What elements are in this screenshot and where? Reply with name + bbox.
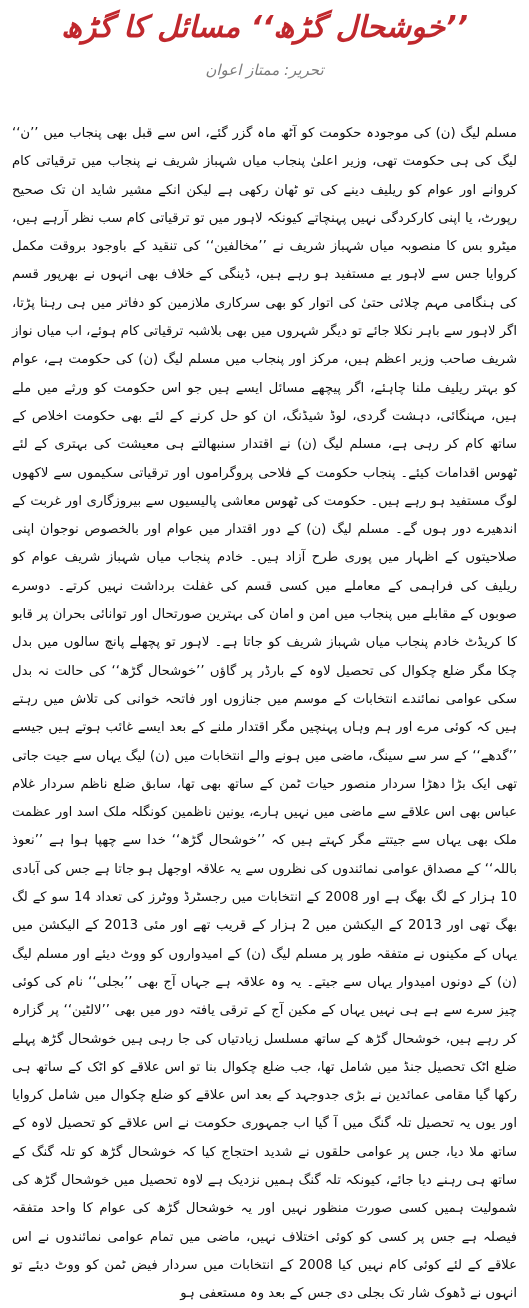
article-body-paragraph: مسلم لیگ (ن) کی موجودہ حکومت کو آٹھ ماہ گزر گئے، اس سے قبل بھی پنجاب میں ’’ن‘‘ لیگ کی ہی حکومت تھی، وزیر اعلیٰ پنجاب میاں شہباز شریف نے پنجاب میں ترقیاتی کام کروانے اور عوام کو ریلیف دینے کی تو ٹھان رکھی ہے لیکن انکے مشیر شاید ان تک صحیح رپورٹ، یا اپنی کارکردگی نہیں پہنچاتے کیونکہ لاہور میں تو ترقیاتی کام سب نظر آرہے ہیں، میٹرو بس کا منصوبہ میاں شہباز شریف نے ’’مخالفین‘‘ کی تنقید کے باوجود بروقت مکمل کروایا جس سے لاہور یے مستفید ہو رہے ہیں، ڈینگی کے خلاف بھی انہوں نے بھرپور قسم کی ہنگامی مہم چلائی حتیٰ کی اتوار کو بھی سرکاری ملازمین کو دفاتر میں ہی رہنا پڑتا، اگر لاہور سے باہر نکلا جائے تو دیگر شہروں میں بھی بلاشبہ ترقیاتی کام ہوئے، اب میاں نواز شریف صاحب وزیر اعظم ہیں، مرکز اور پنجاب میں مسلم لیگ (ن) کی حکومت ہے، عوام کو بہتر ریلیف ملنا چاہئے، اگر پیچھے مسائل ایسے ہیں جو اس حکومت کو ورثے میں ملے ہیں، مہنگائی، دہشت گردی، لوڈ شیڈنگ، ان کو حل کرنے کے لئے بھی حکومت اخلاص کے ساتھ کام کر رہی ہے، مسلم لیگ (ن) نے اقتدار سنبھالتے ہی معیشت کی بہتری کے لئے ٹھوس اقدامات کیئے۔ پنجاب حکومت کے فلاحی پروگراموں اور ترقیاتی سکیموں سے لاکھوں لوگ مستفید ہو رہے ہیں۔ حکومت کی ٹھوس معاشی پالیسیوں سے بیروزگاری اور غربت کے اندھیرے دور ہوں گے۔ مسلم لیگ (ن) کے دور اقتدار میں عوام اور بالخصوص نوجوان اپنی صلاحیتوں کے اظہار میں پوری طرح آزاد ہیں۔ خادم پنجاب میاں شہباز شریف عوام کو ریلیف کی فراہمی کے معاملے میں کسی قسم کی غفلت برداشت نہیں کرتے۔ دوسرے صوبوں کے مقابلے میں پنجاب میں امن و امان کی بہترین صورتحال اور توانائی بحران پر قابو کا کریڈٹ خادم پنجاب میاں شہباز شریف کو جاتا ہے۔ لاہور تو پچھلے پانچ سالوں میں بدل چکا مگر ضلع چکوال کی تحصیل لاوہ کے بارڈر پر گاؤں ’’خوشحال گڑھ‘‘ کی حالت نہ بدل سکی عوامی نمائندے انتخابات کے موسم میں جنازوں اور فاتحہ خوانی کی تلاش میں رہتے ہیں کہ کوئی مرے اور ہم وہاں پہنچیں مگر اقتدار ملنے کے بعد ایسے غائب ہوتے ہیں جیسے ’’گدھے‘‘ کے سر سے سینگ، ماضی میں ہونے والے انتخابات میں (ن) لیگ یہاں سے جیت جاتی تھی ایک بڑا دھڑا سردار منصور حیات ٹمن کے ساتھ بھی تھا، سابق ضلع ناظم سردار غلام عباس بھی اس علاقے سے ماضی میں نہیں ہارے، یونین ناظمین کونگلہ ملک اسد اور عظمت ملک بھی یہاں سے جیتتے مگر کہتے ہیں کہ ’’خوشحال گڑھ‘‘ خدا سے چھپا ہوا ہے ’’نعوذ باللہ‘‘ کے مصداق عوامی نمائندوں کی نظروں سے یہ علاقہ اوجھل ہو جاتا ہے جس کی آبادی 10 ہزار کے لگ بھگ ہے اور 2008 کے انتخابات میں رجسٹرڈ ووٹرز کی تعداد 14 سو کے لگ بھگ تھی اور 2013 کے الیکشن میں 2 ہزار کے قریب تھے اور مئی 2013 کے الیکشن میں یہاں کے مکینوں نے متفقہ طور پر مسلم لیگ (ن) کے امیدواروں کو ووٹ دیئے اور مسلم لیگ (ن) کے دونوں امیدوار یہاں سے جیتے۔ یہ وہ علاقہ ہے جہاں آج بھی ’’بجلی‘‘ نام کی کوئی چیز سرے سے ہے ہی نہیں یہاں کے مکین آج کے ترقی یافتہ دور میں بھی ’’لالٹین‘‘ پر گزارہ کر رہے ہیں، خوشحال گڑھ کے ساتھ مسلسل زیادتیاں کی جا رہی ہیں خوشحال گڑھ پہلے ضلع اٹک تحصیل جنڈ میں شامل تھا، جب ضلع چکوال بنا تو اس علاقے کو اٹک کے ساتھ ہی رکھا گیا مقامی عمائدین نے بڑی جدوجہد کے بعد اس علاقے کو ضلع چکوال میں شامل کروایا اور یوں یہ تحصیل تلہ گنگ میں آ گیا اب جمہوری حکومت نے اس علاقے کو تحصیل لاوہ کے ساتھ ملا دیا، جس پر عوامی حلقوں نے شدید احتجاج کیا کہ خوشحال گڑھ کو تلہ گنگ کے ساتھ ہی رہنے دیا جائے، کیونکہ تلہ گنگ ہمیں نزدیک ہے لاوہ تحصیل میں خوشحال گڑھ کی شمولیت ہمیں کسی صورت منظور نہیں اور یہ خوشحال گڑھ کی عوام کا واحد متفقہ فیصلہ ہے جس پر کسی کو کوئی اختلاف نہیں، ماضی میں تمام عوامی نمائندوں نے اس علاقے کے لئے کوئی کام نہیں کیا 2008 کے انتخابات میں سردار فیض ٹمن کو ووٹ دیئے تو انہوں نے ڈھوک شار تک بجلی دی جس کے بعد وہ مستعفی ہو — [12, 126, 517, 1302]
article-title: ’’خوشحال گڑھ‘‘ مسائل کا گڑھ — [61, 10, 468, 45]
article-byline: تحریر: ممتاز اعوان — [205, 61, 324, 79]
article-body — [12, 120, 517, 1308]
